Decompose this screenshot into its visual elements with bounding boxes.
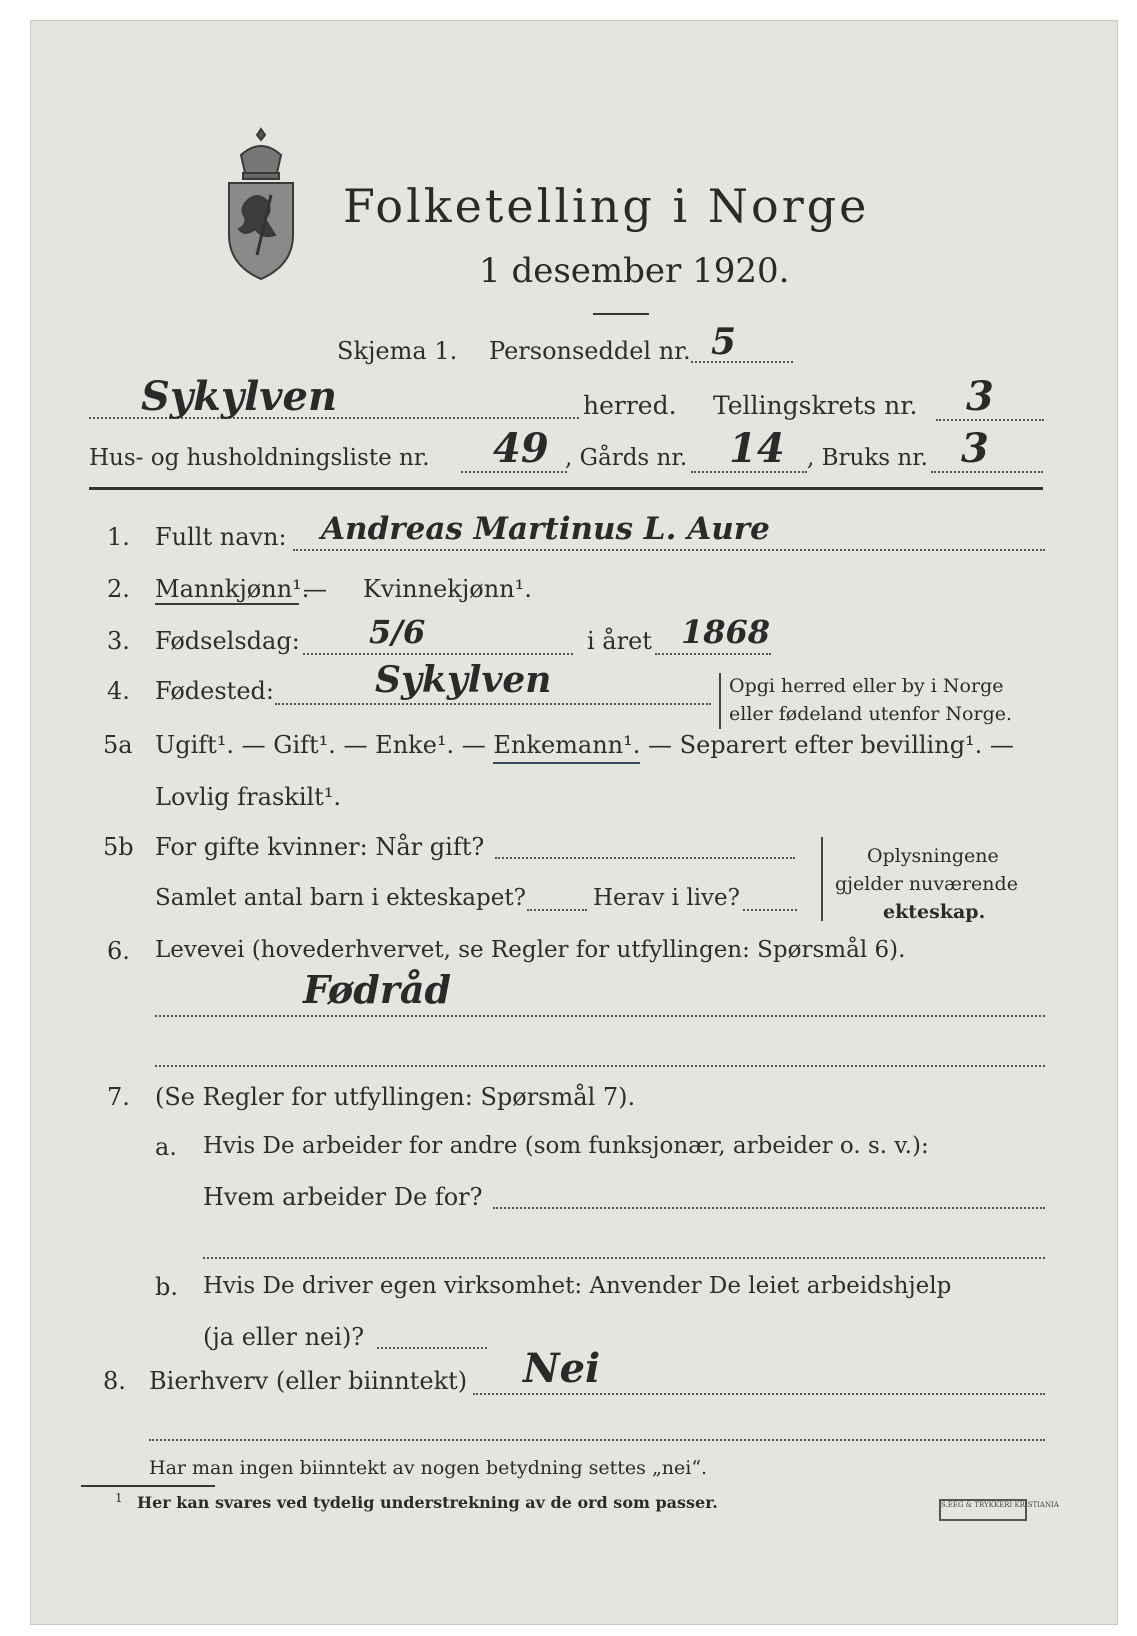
gards-line: [691, 471, 807, 473]
q4-note-2: eller fødeland utenfor Norge.: [729, 703, 1013, 725]
printer-stamp: S.EEG & TRYKKERI KRISTIANIA: [939, 1499, 1027, 1521]
q4-number: 4.: [107, 677, 130, 705]
q7-number: 7.: [107, 1083, 130, 1111]
hus-line: [461, 471, 567, 473]
q5b-children-label: Samlet antal barn i ekteskapet?: [155, 885, 526, 911]
q1-line: [293, 549, 1045, 551]
q5a-option-enkemann: Enkemann¹.: [493, 731, 640, 764]
form-date: 1 desember 1920.: [479, 251, 790, 291]
q2-mann-underline: [155, 603, 299, 605]
q2-number: 2.: [107, 575, 130, 603]
hus-value[interactable]: 49: [493, 425, 549, 472]
footnote-mark: 1: [115, 1491, 123, 1505]
q4-label: Fødested:: [155, 677, 274, 705]
tellingskrets-label: Tellingskrets nr.: [713, 391, 918, 420]
personseddel-line: [691, 361, 793, 363]
q5a-options-c: — Separert efter bevilling¹. —: [640, 731, 1014, 759]
q3-aret-label: i året: [587, 627, 652, 655]
q3-label: Fødselsdag:: [155, 627, 300, 655]
q7a-employer-line-2: [203, 1257, 1045, 1259]
q5a-number: 5a: [103, 731, 133, 759]
q5b-brace: [821, 837, 823, 921]
personseddel-label: Personseddel nr.: [489, 337, 691, 365]
q3-value[interactable]: 5/6: [369, 613, 426, 651]
herred-value[interactable]: Sykylven: [141, 373, 338, 420]
norwegian-coat-of-arms-icon: [219, 125, 303, 285]
herred-label: herred.: [583, 391, 677, 420]
q7b-text: Hvis De driver egen virksomhet: Anvender De leiet arbeidshjelp: [203, 1273, 952, 1299]
q8-line: [473, 1393, 1045, 1395]
q1-label: Fullt navn:: [155, 523, 287, 551]
q8-label: Bierhverv (eller biinntekt): [149, 1367, 468, 1395]
q3-aret-value[interactable]: 1868: [681, 613, 771, 651]
q8-value[interactable]: Nei: [523, 1345, 601, 1392]
q2-kvinne: Kvinnekjønn¹.: [363, 575, 532, 603]
q6-label: Levevei (hovederhvervet, se Regler for utfyllingen: Spørsmål 6).: [155, 937, 906, 963]
tellingskrets-value[interactable]: 3: [966, 373, 994, 420]
q6-line-2: [155, 1065, 1045, 1067]
q5b-children-line: [527, 909, 587, 911]
q5a-line2: Lovlig fraskilt¹.: [155, 783, 342, 811]
q1-value[interactable]: Andreas Martinus L. Aure: [321, 511, 770, 547]
q7a-employer-line: [493, 1207, 1045, 1209]
q4-note-1: Opgi herred eller by i Norge: [729, 675, 1004, 697]
footer-note: Har man ingen biinntekt av nogen betydning settes „nei“.: [149, 1457, 708, 1479]
form-title: Folketelling i Norge: [343, 179, 870, 233]
q5b-alive-line: [743, 909, 797, 911]
q7b-yesno-label: (ja eller nei)?: [203, 1323, 365, 1351]
personseddel-value[interactable]: 5: [711, 321, 737, 363]
q1-number: 1.: [107, 523, 130, 551]
q3-number: 3.: [107, 627, 130, 655]
q5a-line1: [155, 731, 1014, 759]
q4-value[interactable]: Sykylven: [375, 659, 552, 701]
q6-number: 6.: [107, 937, 130, 965]
q3-aret-line: [655, 653, 771, 655]
title-divider: [593, 313, 649, 315]
q7b-number: b.: [155, 1273, 178, 1301]
q5b-number: 5b: [103, 833, 134, 861]
bruks-label: , Bruks nr.: [807, 445, 928, 471]
q7a-employer-label: Hvem arbeider De for?: [203, 1183, 483, 1211]
q7b-yesno-line: [377, 1347, 487, 1349]
q5b-line1: For gifte kvinner: Når gift?: [155, 833, 485, 861]
header-divider: [89, 487, 1043, 490]
q5b-note-3: ekteskap.: [883, 901, 986, 923]
q5b-married-line: [495, 857, 795, 859]
footnote-text: Her kan svares ved tydelig understrekning av de ord som passer.: [137, 1493, 718, 1512]
q6-line-1: [155, 1015, 1045, 1017]
q4-line: [275, 703, 711, 705]
q3-line: [303, 653, 573, 655]
gards-label: , Gårds nr.: [565, 445, 688, 471]
q5a-options-a: Ugift¹. — Gift¹. — Enke¹. —: [155, 731, 494, 759]
q7a-number: a.: [155, 1133, 177, 1161]
q4-brace: [719, 673, 721, 729]
skjema-label: Skjema 1.: [337, 337, 458, 365]
q2-mann: Mannkjønn¹.: [155, 575, 310, 603]
census-form-sheet: [30, 20, 1118, 1625]
q6-value[interactable]: Fødråd: [303, 967, 452, 1012]
bruks-line: [931, 471, 1043, 473]
q8-number: 8.: [103, 1367, 126, 1395]
hus-label: Hus- og husholdningsliste nr.: [89, 445, 430, 471]
tellingskrets-line: [936, 419, 1044, 421]
q5b-note-1: Oplysningene: [867, 845, 999, 867]
gards-value[interactable]: 14: [729, 425, 785, 472]
q2-separator: —: [303, 575, 327, 603]
q5b-alive-label: Herav i live?: [593, 885, 740, 911]
q7-label: (Se Regler for utfyllingen: Spørsmål 7).: [155, 1083, 636, 1111]
q8-line-2: [149, 1439, 1045, 1441]
bruks-value[interactable]: 3: [961, 425, 989, 472]
footnote-divider: [81, 1485, 215, 1487]
q7a-text: Hvis De arbeider for andre (som funksjonær, arbeider o. s. v.):: [203, 1133, 929, 1159]
q5b-note-2: gjelder nuværende: [835, 873, 1018, 895]
